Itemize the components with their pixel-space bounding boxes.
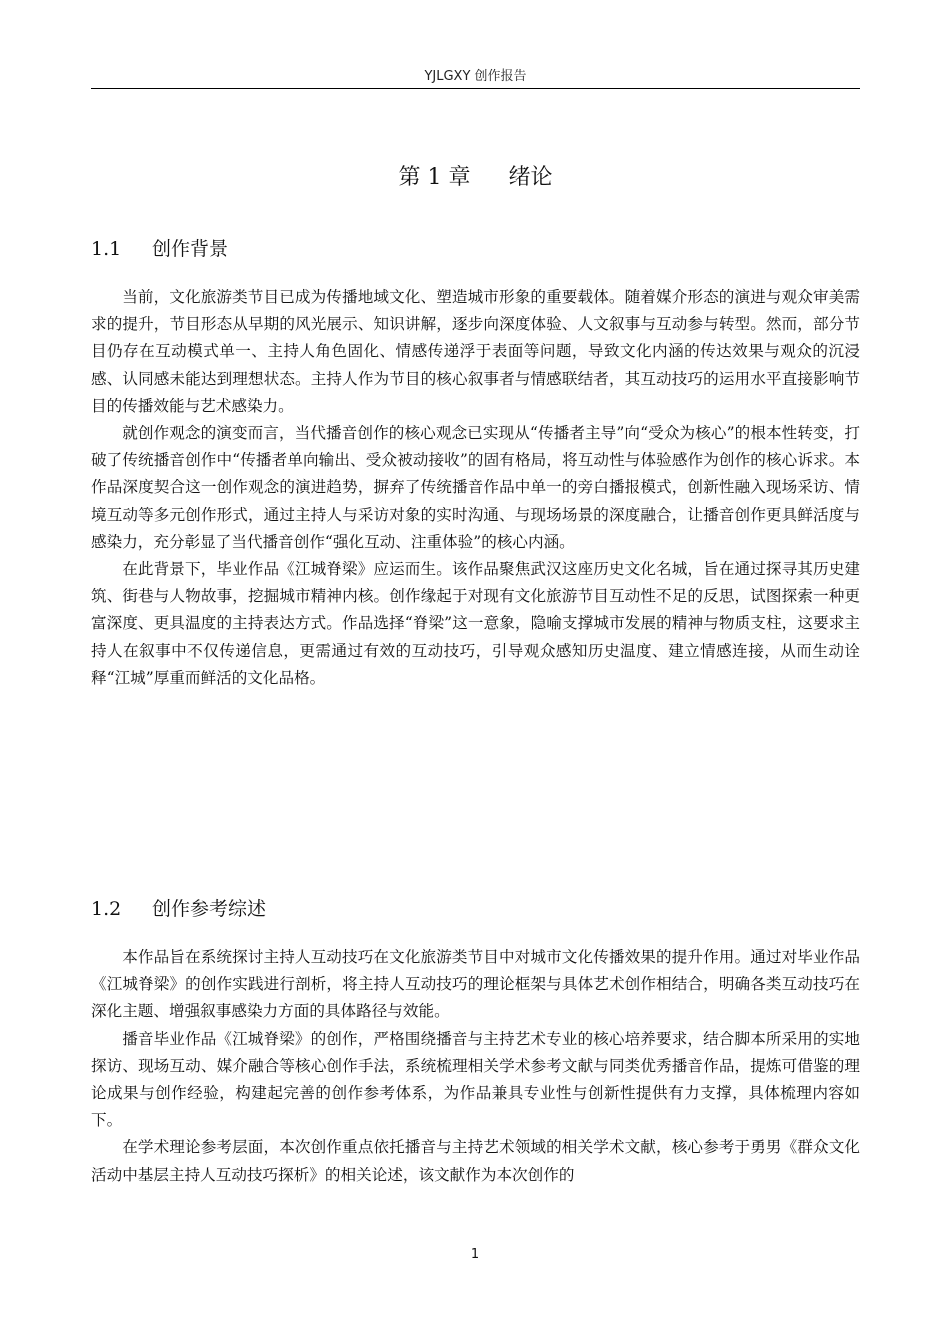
chapter-heading <box>91 162 860 194</box>
section-title: 创作参考综述 <box>152 898 267 920</box>
section-number: 1.1 <box>91 238 122 260</box>
paragraph: 播音毕业作品《江城脊梁》的创作，严格围绕播音与主持艺术专业的核心培养要求，结合脚本所采用的实地探访、现场互动、媒介融合等核心创作手法，系统梳理相关学术参考文献与同类优秀播音作品，提炼可借鉴的理论成果与创作经验，构建起完善的创作参考体系，为作品兼具专业性与创新性提供有力支撑，具体梳理内容如下。 <box>91 1029 860 1130</box>
page-number: 1 <box>470 1247 480 1262</box>
running-header: YJLGXY 创作报告 <box>91 68 860 89</box>
section-body-1-1 <box>91 284 860 692</box>
chapter-number: 第 1 章 <box>398 165 471 190</box>
section-body-1-2 <box>91 944 860 1189</box>
paragraph: 本作品旨在系统探讨主持人互动技巧在文化旅游类节目中对城市文化传播效果的提升作用。通过对毕业作品《江城脊梁》的创作实践进行剖析，将主持人互动技巧的理论框架与具体艺术创作相结合，明确各类互动技巧在深化主题、增强叙事感染力方面的具体路径与效能。 <box>91 948 860 1021</box>
section-heading-1-2 <box>91 895 266 923</box>
paragraph: 当前，文化旅游类节目已成为传播地域文化、塑造城市形象的重要载体。随着媒介形态的演进与观众审美需求的提升，节目形态从早期的风光展示、知识讲解，逐步向深度体验、人文叙事与互动参与转型。然而，部分节目仍存在互动模式单一、主持人角色固化、情感传递浮于表面等问题，导致文化内涵的传达效果与观众的沉浸感、认同感未能达到理想状态。主持人作为节目的核心叙事者与情感联结者，其互动技巧的运用水平直接影响节目的传播效能与艺术感染力。 <box>91 288 860 415</box>
paragraph: 就创作观念的演变而言，当代播音创作的核心观念已实现从“传播者主导”向“受众为核心”的根本性转变，打破了传统播音创作中“传播者单向输出、受众被动接收”的固有格局，将互动性与体验感作为创作的核心诉求。本作品深度契合这一创作观念的演进趋势，摒弃了传统播音作品中单一的旁白播报模式，创新性融入现场采访、情境互动等多元创作形式，通过主持人与采访对象的实时沟通、与现场场景的深度融合，让播音创作更具鲜活度与感染力，充分彰显了当代播音创作“强化互动、注重体验”的核心内涵。 <box>91 424 860 551</box>
section-title: 创作背景 <box>152 238 229 260</box>
paragraph: 在此背景下，毕业作品《江城脊梁》应运而生。该作品聚焦武汉这座历史文化名城，旨在通过探寻其历史建筑、街巷与人物故事，挖掘城市精神内核。创作缘起于对现有文化旅游节目互动性不足的反思，试图探索一种更富深度、更具温度的主持表达方式。作品选择“脊梁”这一意象，隐喻支撑城市发展的精神与物质支柱，这要求主持人在叙事中不仅传递信息，更需通过有效的互动技巧，引导观众感知历史温度、建立情感连接，从而生动诠释“江城”厚重而鲜活的文化品格。 <box>91 560 860 687</box>
paragraph: 在学术理论参考层面，本次创作重点依托播音与主持艺术领域的相关学术文献，核心参考于勇男《群众文化活动中基层主持人互动技巧探析》的相关论述，该文献作为本次创作的 <box>91 1138 860 1184</box>
section-heading-1-1 <box>91 235 228 263</box>
chapter-title: 绪论 <box>508 165 553 190</box>
section-number: 1.2 <box>91 898 122 920</box>
